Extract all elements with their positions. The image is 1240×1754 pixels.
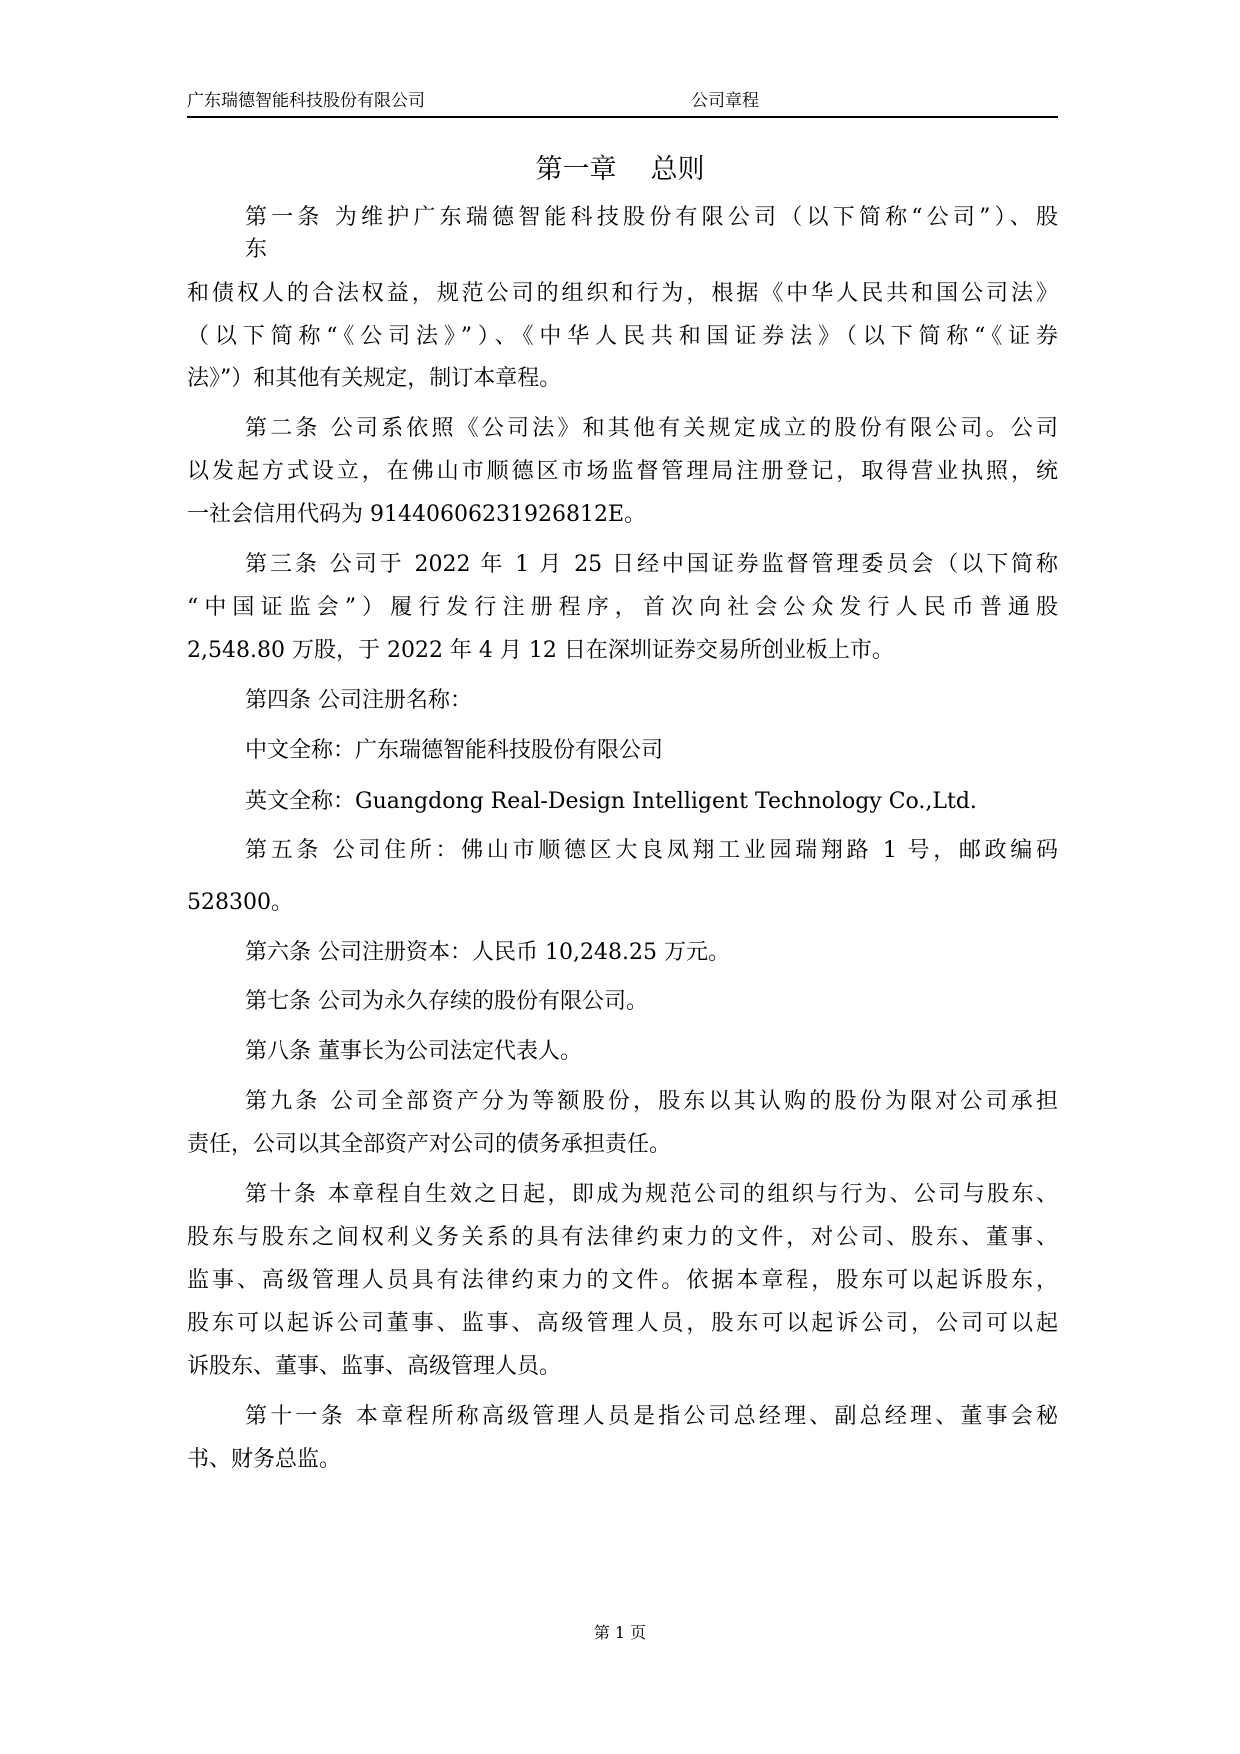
text-line: 第三条 公司于 2022 年 1 月 25 日经中国证券监督管理委员会（以下简称 bbox=[245, 552, 1058, 577]
text-line: 第九条 公司全部资产分为等额股份，股东以其认购的股份为限对公司承担 bbox=[245, 1089, 1058, 1114]
text-line: 第五条 公司住所：佛山市顺德区大良凤翔工业园瑞翔路 1 号，邮政编码 bbox=[245, 838, 1058, 863]
text-line: 第八条 董事长为公司法定代表人。 bbox=[245, 1039, 582, 1064]
text-line: 2,548.80 万股，于 2022 年 4 月 12 日在深圳证券交易所创业板上市。 bbox=[187, 638, 894, 663]
text-line: 书、财务总监。 bbox=[187, 1447, 342, 1472]
header-document-title: 公司章程 bbox=[691, 91, 759, 111]
chapter-number: 第一章 bbox=[535, 154, 617, 185]
text-line: 一社会信用代码为 91440606231926812E。 bbox=[187, 502, 647, 527]
chapter-title bbox=[0, 153, 1240, 187]
text-line: 诉股东、董事、监事、高级管理人员。 bbox=[187, 1354, 562, 1379]
text-line: 第二条 公司系依照《公司法》和其他有关规定成立的股份有限公司。公司 bbox=[245, 416, 1058, 441]
page-number: 第 1 页 bbox=[593, 1623, 647, 1642]
text-line: 第一条 为维护广东瑞德智能科技股份有限公司（以下简称“公司”）、股 bbox=[245, 205, 1058, 230]
text-line: 股东可以起诉公司董事、监事、高级管理人员，股东可以起诉公司，公司可以起 bbox=[187, 1311, 1058, 1336]
text-line: 528300。 bbox=[187, 890, 293, 915]
text-line: 第十条 本章程自生效之日起，即成为规范公司的组织与行为、公司与股东、 bbox=[245, 1182, 1058, 1207]
text-line: 中文全称：广东瑞德智能科技股份有限公司 bbox=[245, 738, 664, 763]
text-line: 第六条 公司注册资本：人民币 10,248.25 万元。 bbox=[245, 940, 730, 965]
text-line: “中国证监会”）履行发行注册程序，首次向社会公众发行人民币普通股 bbox=[187, 595, 1058, 620]
text-line: 和债权人的合法权益，规范公司的组织和行为，根据《中华人民共和国公司法》 bbox=[187, 281, 1058, 306]
text-line: 以发起方式设立，在佛山市顺德区市场监督管理局注册登记，取得营业执照，统 bbox=[187, 459, 1058, 484]
text-line: 第十一条 本章程所称高级管理人员是指公司总经理、副总经理、董事会秘 bbox=[245, 1404, 1058, 1429]
text-line: 股东与股东之间权利义务关系的具有法律约束力的文件，对公司、股东、董事、 bbox=[187, 1225, 1058, 1250]
page-header bbox=[187, 88, 1058, 118]
text-line: 第四条 公司注册名称： bbox=[245, 688, 472, 713]
text-line: 东 bbox=[245, 237, 268, 262]
text-line: 监事、高级管理人员具有法律约束力的文件。依据本章程，股东可以起诉股东， bbox=[187, 1268, 1058, 1293]
chapter-name: 总则 bbox=[650, 154, 705, 185]
text-line: （以下简称“《公司法》”）、《中华人民共和国证券法》（以下简称“《证券 bbox=[187, 324, 1058, 349]
text-line: 第七条 公司为永久存续的股份有限公司。 bbox=[245, 989, 648, 1014]
text-line: 法》”）和其他有关规定，制订本章程。 bbox=[187, 366, 562, 391]
text-line: 英文全称：Guangdong Real-Design Intelligent Technology Co.,Ltd. bbox=[245, 789, 977, 814]
text-line: 责任，公司以其全部资产对公司的债务承担责任。 bbox=[187, 1132, 672, 1157]
header-company-name: 广东瑞德智能科技股份有限公司 bbox=[187, 91, 425, 111]
